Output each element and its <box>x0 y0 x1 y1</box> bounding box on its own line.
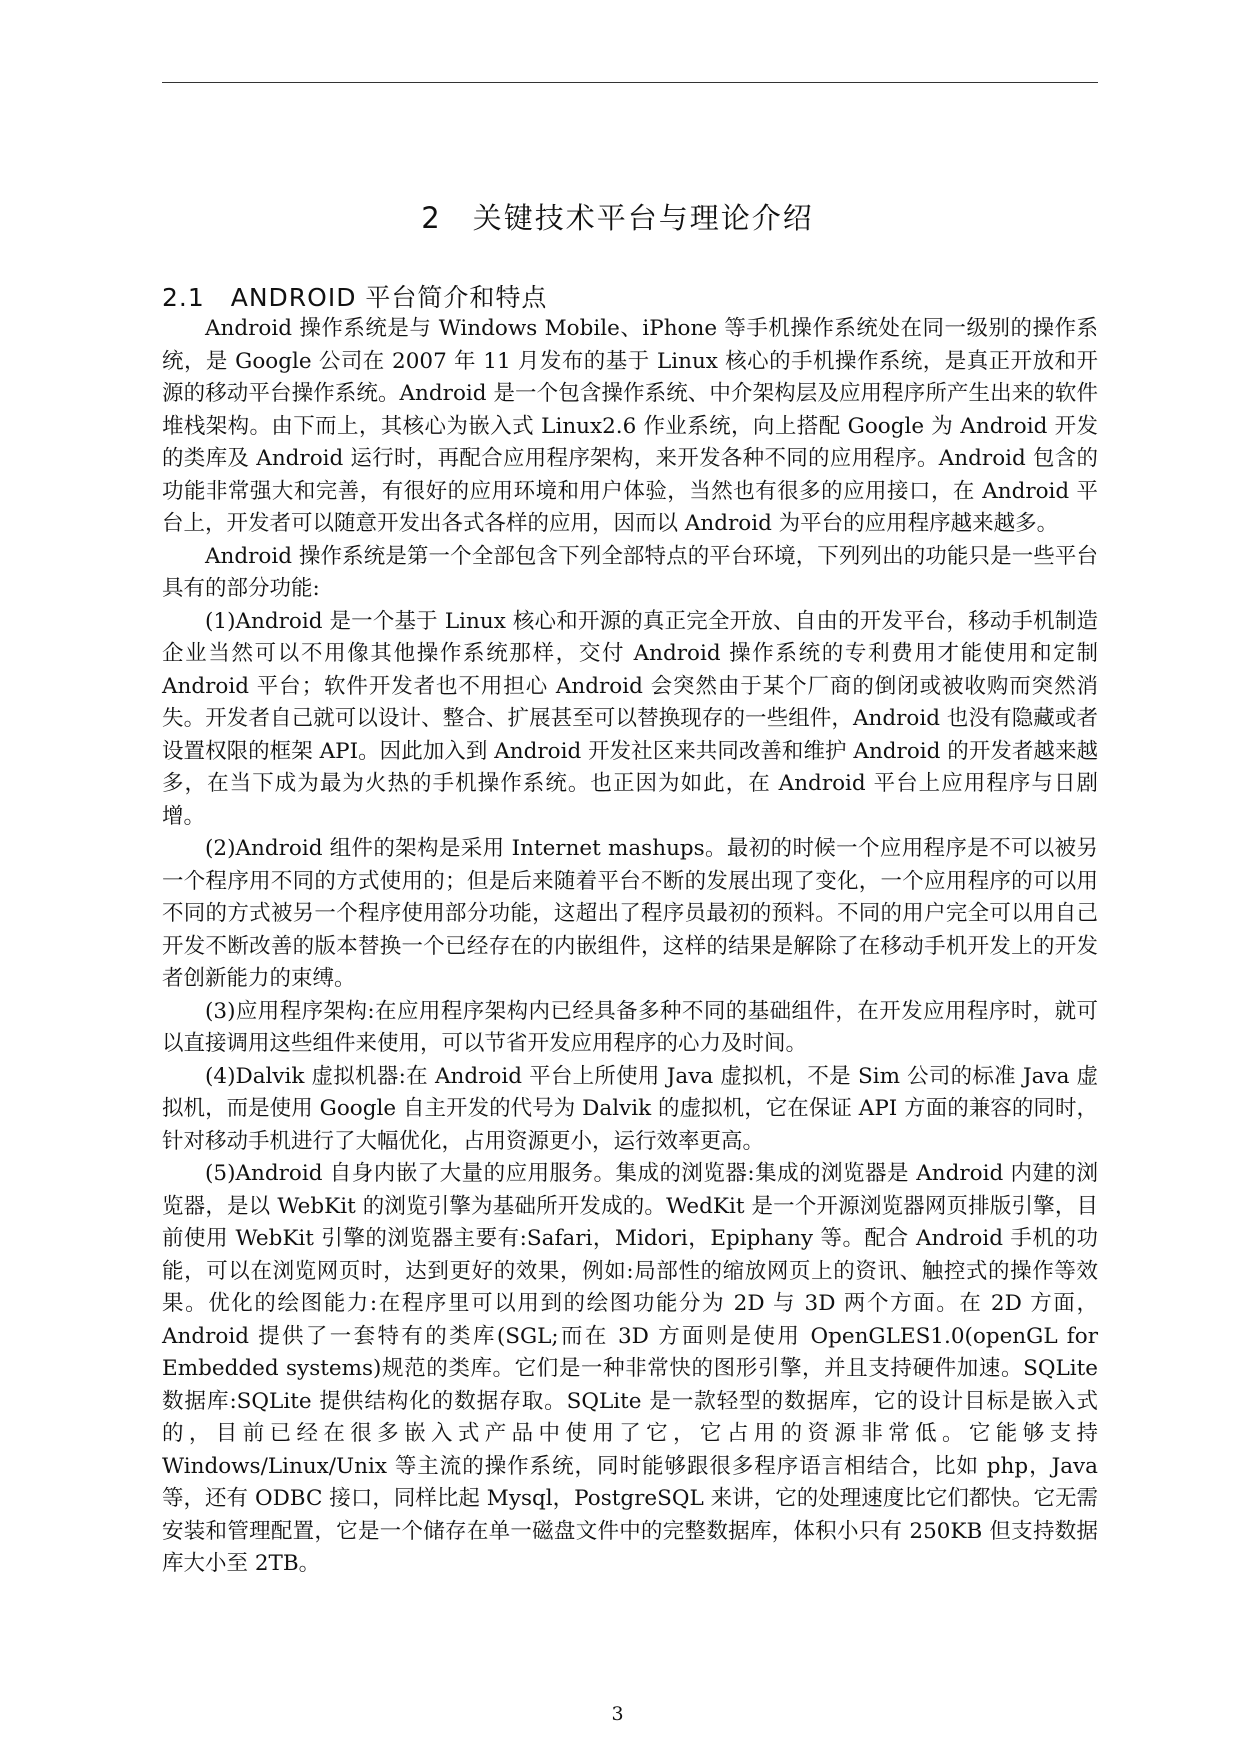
paragraph-intro: Android 操作系统是与 Windows Mobile、iPhone 等手机操作系统处在同一级别的操作系统，是 Google 公司在 2007 年 11 月发布的基于 Linux 核心的手机操作系统，是真正开放和开源的移动平台操作系统。Android 是一个包含操作系统、中介架构层及应用程序所产生出来的软件堆栈架构。由下而上，其核心为嵌入式 Linux2.6 作业系统，向上搭配 Google 为 Android 开发的类库及 Android 运行时，再配合应用程序架构，来开发各种不同的应用程序。Android 包含的功能非常强大和完善，有很好的应用环境和用户体验，当然也有很多的应用接口，在 Android 平台上，开发者可以随意开发出各式各样的应用，因而以 Android 为平台的应用程序越来越多。 <box>162 316 1098 536</box>
paragraph-feature-5: (5)Android 自身内嵌了大量的应用服务。集成的浏览器:集成的浏览器是 Android 内建的浏览器，是以 WebKit 的浏览引擎为基础所开发成的。WedKit 是一个开源浏览器网页排版引擎，目前使用 WebKit 引擎的浏览器主要有:Safari，Midori，Epiphany 等。配合 Android 手机的功能，可以在浏览网页时，达到更好的效果，例如:局部性的缩放网页上的资讯、触控式的操作等效果。优化的绘图能力:在程序里可以用到的绘图功能分为 2D 与 3D 两个方面。在 2D 方面，Android 提供了一套特有的类库(SGL;而在 3D 方面则是使用 OpenGLES1.0(openGL for Embedded systems)规范的类库。它们是一种非常快的图形引擎，并且支持硬件加速。SQLite 数据库:SQLite 提供结构化的数据存取。SQLite 是一款轻型的数据库，它的设计目标是嵌入式的，目前已经在很多嵌入式产品中使用了它，它占用的资源非常低。它能够支持 Windows/Linux/Unix 等主流的操作系统，同时能够跟很多程序语言相结合，比如 php，Java 等，还有 ODBC 接口，同样比起 Mysql，PostgreSQL 来讲，它的处理速度比它们都快。它无需安装和管理配置，它是一个储存在单一磁盘文件中的完整数据库，体积小只有 250KB 但支持数据库大小至 2TB。 <box>162 1161 1098 1576</box>
chapter-title: 2 关键技术平台与理论介绍 <box>421 201 814 235</box>
paragraph-feature-2: (2)Android 组件的架构是采用 Internet mashups。最初的时候一个应用程序是不可以被另一个程序用不同的方式使用的；但是后来随着平台不断的发展出现了变化，一个应用程序的可以用不同的方式被另一个程序使用部分功能，这超出了程序员最初的预料。不同的用户完全可以用自己开发不断改善的版本替换一个已经存在的内嵌组件，这样的结果是解除了在移动手机开发上的开发者创新能力的束缚。 <box>162 836 1098 991</box>
header-rule <box>162 82 1098 83</box>
paragraph-feature-3: (3)应用程序架构:在应用程序架构内已经具备多种不同的基础组件，在开发应用程序时，就可以直接调用这些组件来使用，可以节省开发应用程序的心力及时间。 <box>162 998 1098 1056</box>
paragraph-feature-4: (4)Dalvik 虚拟机器:在 Android 平台上所使用 Java 虚拟机，不是 Sim 公司的标准 Java 虚拟机，而是使用 Google 自主开发的代号为 Dalvik 的虚拟机，它在保证 API 方面的兼容的同时，针对移动手机进行了大幅优化，占用资源更小，运行效率更高。 <box>162 1063 1098 1154</box>
section-title: 2.1 ANDROID 平台简介和特点 <box>162 283 548 312</box>
paragraph-features-lead: Android 操作系统是第一个全部包含下列全部特点的平台环境，下列列出的功能只是一些平台具有的部分功能: <box>162 543 1098 601</box>
paragraph-feature-1: (1)Android 是一个基于 Linux 核心和开源的真正完全开放、自由的开发平台，移动手机制造企业当然可以不用像其他操作系统那样，交付 Android 操作系统的专利费用才能使用和定制 Android 平台；软件开发者也不用担心 Android 会突然由于某个厂商的倒闭或被收购而突然消失。开发者自己就可以设计、整合、扩展甚至可以替换现存的一些组件，Android 也没有隐藏或者设置权限的框架 API。因此加入到 Android 开发社区来共同改善和维护 Android 的开发者越来越多，在当下成为最为火热的手机操作系统。也正因为如此，在 Android 平台上应用程序与日剧增。 <box>162 608 1098 829</box>
body-text <box>162 313 1098 1581</box>
page-number: 3 <box>611 1703 624 1725</box>
